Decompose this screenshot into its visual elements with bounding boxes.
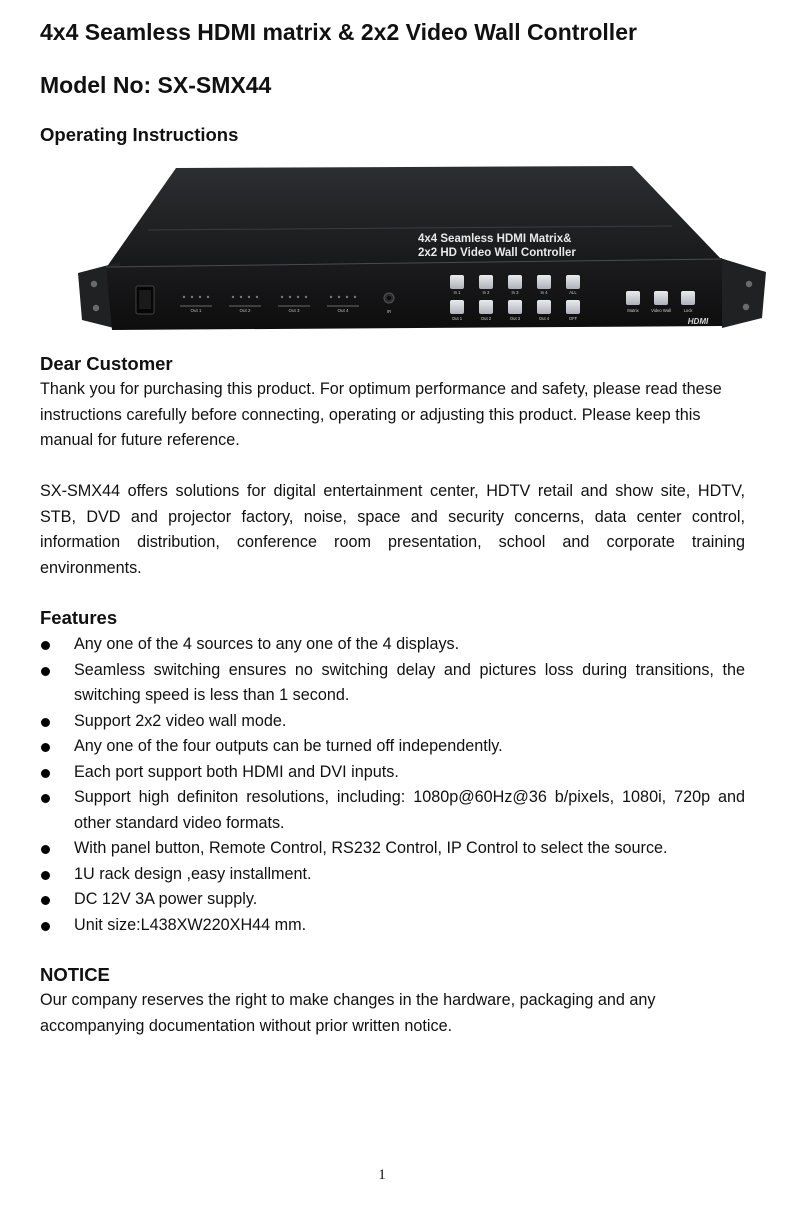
list-item: Support high definiton resolutions, including: 1080p@60Hz@36 b/pixels, 1080i, 720p and other standard video formats. — [40, 785, 745, 836]
notice-paragraph: Our company reserves the right to make changes in the hardware, packaging and any accompanying documentation without prior written notice. — [40, 991, 656, 1035]
svg-text:Video Wall: Video Wall — [651, 308, 671, 313]
bullet-icon — [41, 896, 50, 905]
list-item: 1U rack design ,easy installment. — [40, 862, 745, 888]
bullet-icon — [41, 769, 50, 778]
section-title: Operating Instructions — [40, 124, 239, 145]
svg-text:Lock: Lock — [683, 308, 693, 313]
list-item: Each port support both HDMI and DVI inputs. — [40, 760, 745, 786]
bullet-icon — [41, 743, 50, 752]
front-label-line2: 2x2 HD Video Wall Controller — [418, 247, 576, 259]
model-number: Model No: SX-SMX44 — [40, 72, 272, 98]
svg-text:Out 2: Out 2 — [480, 316, 492, 321]
features-list — [40, 632, 745, 938]
product-description-paragraph: SX-SMX44 offers solutions for digital entertainment center, HDTV retail and show site, HDTV, STB, DVD and projector factory, noise, space and security concerns, data center control, information distribution, conference room presentation, school and corporate training environments. — [40, 482, 745, 577]
list-item: Seamless switching ensures no switching delay and pictures loss during transitions, the switching speed is less than 1 second. — [40, 658, 745, 709]
indicator-label-out1: Out 1 — [190, 308, 202, 313]
dear-customer-heading: Dear Customer — [40, 353, 173, 374]
svg-text:Out 1: Out 1 — [451, 316, 463, 321]
indicator-label-out4: Out 4 — [337, 308, 349, 313]
list-item: DC 12V 3A power supply. — [40, 887, 745, 913]
list-item: Any one of the 4 sources to any one of the 4 displays. — [40, 632, 745, 658]
svg-text:Matrix: Matrix — [627, 308, 639, 313]
product-image — [76, 160, 768, 340]
bullet-icon — [41, 667, 50, 676]
features-heading: Features — [40, 607, 118, 628]
indicator-label-out2: Out 2 — [239, 308, 251, 313]
bullet-icon — [41, 641, 50, 650]
svg-text:Out 3: Out 3 — [509, 316, 521, 321]
notice-heading: NOTICE — [40, 964, 110, 985]
bullet-icon — [41, 871, 50, 880]
bullet-icon — [41, 794, 50, 803]
hdmi-logo: HDMI — [687, 317, 709, 326]
mode-buttons — [626, 291, 695, 313]
svg-text:In 4: In 4 — [540, 290, 548, 295]
svg-text:In 2: In 2 — [482, 290, 490, 295]
list-item: Any one of the four outputs can be turned off independently. — [40, 734, 745, 760]
dear-customer-paragraph: Thank you for purchasing this product. For optimum performance and safety, please read these instructions carefully before connecting, operating or adjusting this product. Please keep this manual for future reference. — [40, 380, 722, 449]
svg-text:OFF: OFF — [568, 316, 578, 321]
bullet-icon — [41, 922, 50, 931]
page-number: 1 — [378, 1167, 386, 1183]
indicator-label-out3: Out 3 — [288, 308, 300, 313]
svg-text:ALL: ALL — [569, 290, 577, 295]
svg-text:In 1: In 1 — [453, 290, 461, 295]
list-item: Support 2x2 video wall mode. — [40, 709, 745, 735]
ir-label: IR — [386, 309, 392, 314]
svg-text:Out 4: Out 4 — [538, 316, 550, 321]
list-item: Unit size:L438XW220XH44 mm. — [40, 913, 745, 939]
document-title: 4x4 Seamless HDMI matrix & 2x2 Video Wall Controller — [40, 19, 637, 45]
bullet-icon — [41, 845, 50, 854]
list-item: With panel button, Remote Control, RS232 Control, IP Control to select the source. — [40, 836, 745, 862]
svg-text:In 3: In 3 — [511, 290, 519, 295]
front-label-line1: 4x4 Seamless HDMI Matrix& — [418, 233, 572, 245]
bullet-icon — [41, 718, 50, 727]
